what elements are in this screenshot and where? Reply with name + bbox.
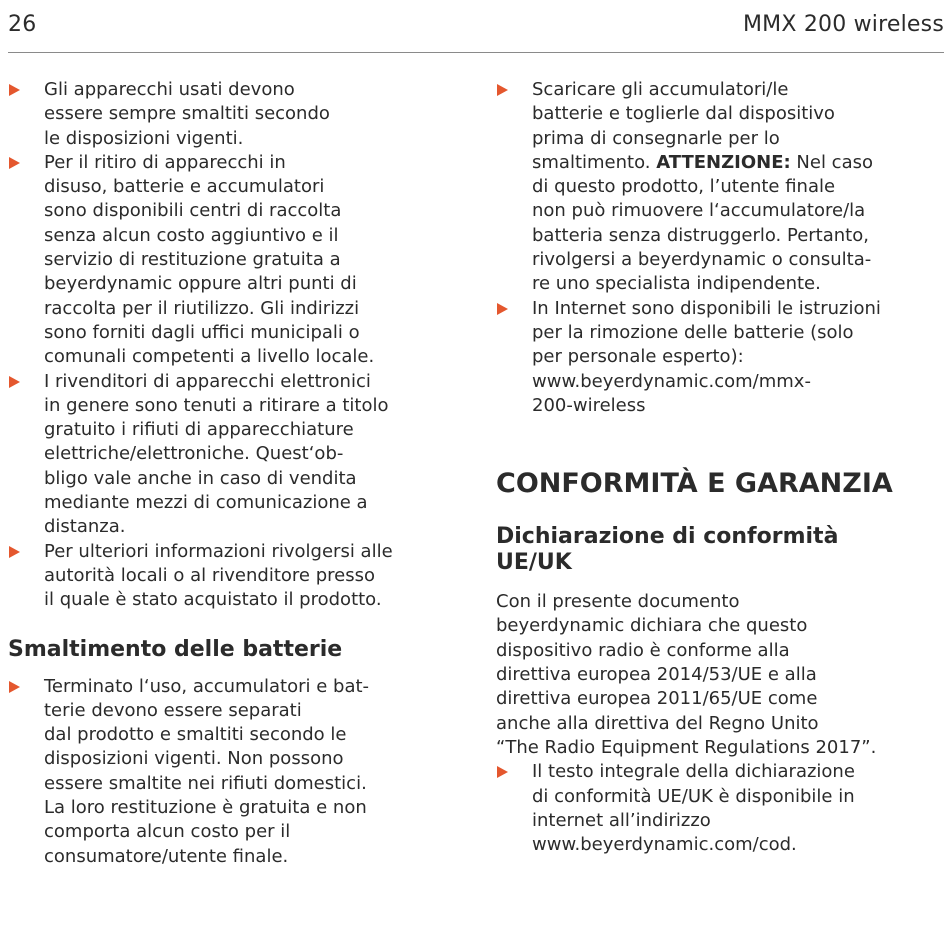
text-line: anche alla direttiva del Regno Unito <box>496 712 819 734</box>
text-line: mediante mezzi di comunicazione a <box>44 492 368 514</box>
text-line: I rivenditori di apparecchi elettronici <box>44 370 371 392</box>
text-line: www.beyerdynamic.com/mmx- <box>532 370 811 392</box>
text-line: direttiva europea 2014/53/UE e alla <box>496 664 817 686</box>
text-line: Per il ritiro di apparecchi in <box>44 151 286 173</box>
text-line: dispositivo radio è conforme alla <box>496 639 790 661</box>
declaration-bullet-list <box>496 760 946 857</box>
text-line: di conformità UE/UK è disponibile in <box>532 785 855 807</box>
warning-label: ATTENZIONE: <box>656 151 791 173</box>
list-item <box>8 675 460 869</box>
text-line: bligo vale anche in caso di vendita <box>44 467 357 489</box>
text-line: comporta alcun costo per il <box>44 821 291 843</box>
text-line: re uno specialista indipendente. <box>532 273 821 295</box>
text-line: batterie e toglierle dal dispositivo <box>532 103 835 125</box>
text-line: essere sempre smaltiti secondo <box>44 103 330 125</box>
battery-removal-bullet-list <box>496 78 946 418</box>
page-header <box>8 8 944 53</box>
text-line: dal prodotto e smaltiti secondo le <box>44 724 347 746</box>
text-line: consumatore/utente finale. <box>44 845 289 867</box>
text-line: il quale è stato acquistato il prodotto. <box>44 589 382 611</box>
triangle-bullet-icon <box>9 84 20 96</box>
text-line: per personale esperto): <box>532 346 744 368</box>
text-line: non può rimuovere l‘accumulatore/la <box>532 200 866 222</box>
left-column <box>8 78 460 869</box>
text-line: www.beyerdynamic.com/cod. <box>532 834 797 856</box>
text-line: essere smaltite nei rifiuti domestici. <box>44 772 367 794</box>
text-line: le disposizioni vigenti. <box>44 127 244 149</box>
text-line <box>532 151 946 175</box>
text-line: Terminato l‘uso, accumulatori e bat- <box>44 675 370 697</box>
text-line: Per ulteriori informazioni rivolgersi alle <box>44 540 393 562</box>
list-item <box>496 297 946 418</box>
text-line: Con il presente documento <box>496 591 740 613</box>
text-line: comunali competenti a livello locale. <box>44 346 375 368</box>
text-line: senza alcun costo aggiuntivo e il <box>44 224 339 246</box>
text-line: Gli apparecchi usati devono <box>44 79 295 100</box>
text-line: gratuito i rifiuti di apparecchiature <box>44 419 354 441</box>
triangle-bullet-icon <box>9 546 20 558</box>
text-line: sono disponibili centri di raccolta <box>44 200 342 222</box>
document-title: MMX 200 wireless <box>743 12 944 37</box>
right-column <box>496 78 946 857</box>
text-line: prima di consegnarle per lo <box>532 127 780 149</box>
text-line: internet all’indirizzo <box>532 809 711 831</box>
text-line: per la rimozione delle batterie (solo <box>532 321 854 343</box>
text-line: sono forniti dagli uffici municipali o <box>44 321 360 343</box>
triangle-bullet-icon <box>497 84 508 96</box>
text-line: terie devono essere separati <box>44 699 302 721</box>
triangle-bullet-icon <box>497 766 508 778</box>
declaration-body <box>496 590 946 760</box>
list-item <box>496 78 946 297</box>
text-line: beyerdynamic oppure altri punti di <box>44 273 357 295</box>
text-line: in genere sono tenuti a ritirare a titolo <box>44 394 389 416</box>
battery-disposal-heading: Smaltimento delle batterie <box>8 636 343 662</box>
triangle-bullet-icon <box>9 681 20 693</box>
text-line: direttiva europea 2011/65/UE come <box>496 688 818 710</box>
text-line: autorità locali o al rivenditore presso <box>44 564 375 586</box>
text-line: Il testo integrale della dichiarazione <box>532 761 855 783</box>
text-line: raccolta per il riutilizzo. Gli indirizzi <box>44 297 360 319</box>
text-fragment: Nel caso <box>790 151 874 173</box>
text-line: beyerdynamic dichiara che questo <box>496 615 808 637</box>
list-item <box>8 151 460 370</box>
text-line: Scaricare gli accumulatori/le <box>532 79 789 100</box>
text-line: di questo prodotto, l’utente finale <box>532 176 836 198</box>
list-item <box>8 370 460 540</box>
triangle-bullet-icon <box>497 303 508 315</box>
text-line: 200-wireless <box>532 394 646 416</box>
text-line: batteria senza distruggerlo. Pertanto, <box>532 224 869 246</box>
declaration-heading <box>496 524 946 576</box>
text-line: La loro restituzione è gratuita e non <box>44 797 367 819</box>
text-fragment: smaltimento. <box>532 151 657 173</box>
text-line: “The Radio Equipment Regulations 2017”. <box>496 736 877 758</box>
triangle-bullet-icon <box>9 376 20 388</box>
conformity-section-heading: CONFORMITÀ E GARANZIA <box>496 468 893 500</box>
text-line: rivolgersi a beyerdynamic o consulta- <box>532 249 872 271</box>
text-line: distanza. <box>44 516 126 538</box>
battery-bullet-list <box>8 675 460 869</box>
text-line: servizio di restituzione gratuita a <box>44 249 341 271</box>
text-line: elettriche/elettroniche. Quest‘ob- <box>44 443 344 465</box>
heading-line: UE/UK <box>496 550 572 576</box>
list-item <box>8 540 460 613</box>
text-line: In Internet sono disponibili le istruzioni <box>532 297 881 319</box>
page-number: 26 <box>8 12 37 37</box>
heading-line: Dichiarazione di conformità <box>496 524 839 550</box>
triangle-bullet-icon <box>9 157 20 169</box>
text-line: disposizioni vigenti. Non possono <box>44 748 344 770</box>
text-line: disuso, batterie e accumulatori <box>44 176 325 198</box>
list-item <box>496 760 946 857</box>
list-item <box>8 78 460 151</box>
disposal-bullet-list <box>8 78 460 613</box>
